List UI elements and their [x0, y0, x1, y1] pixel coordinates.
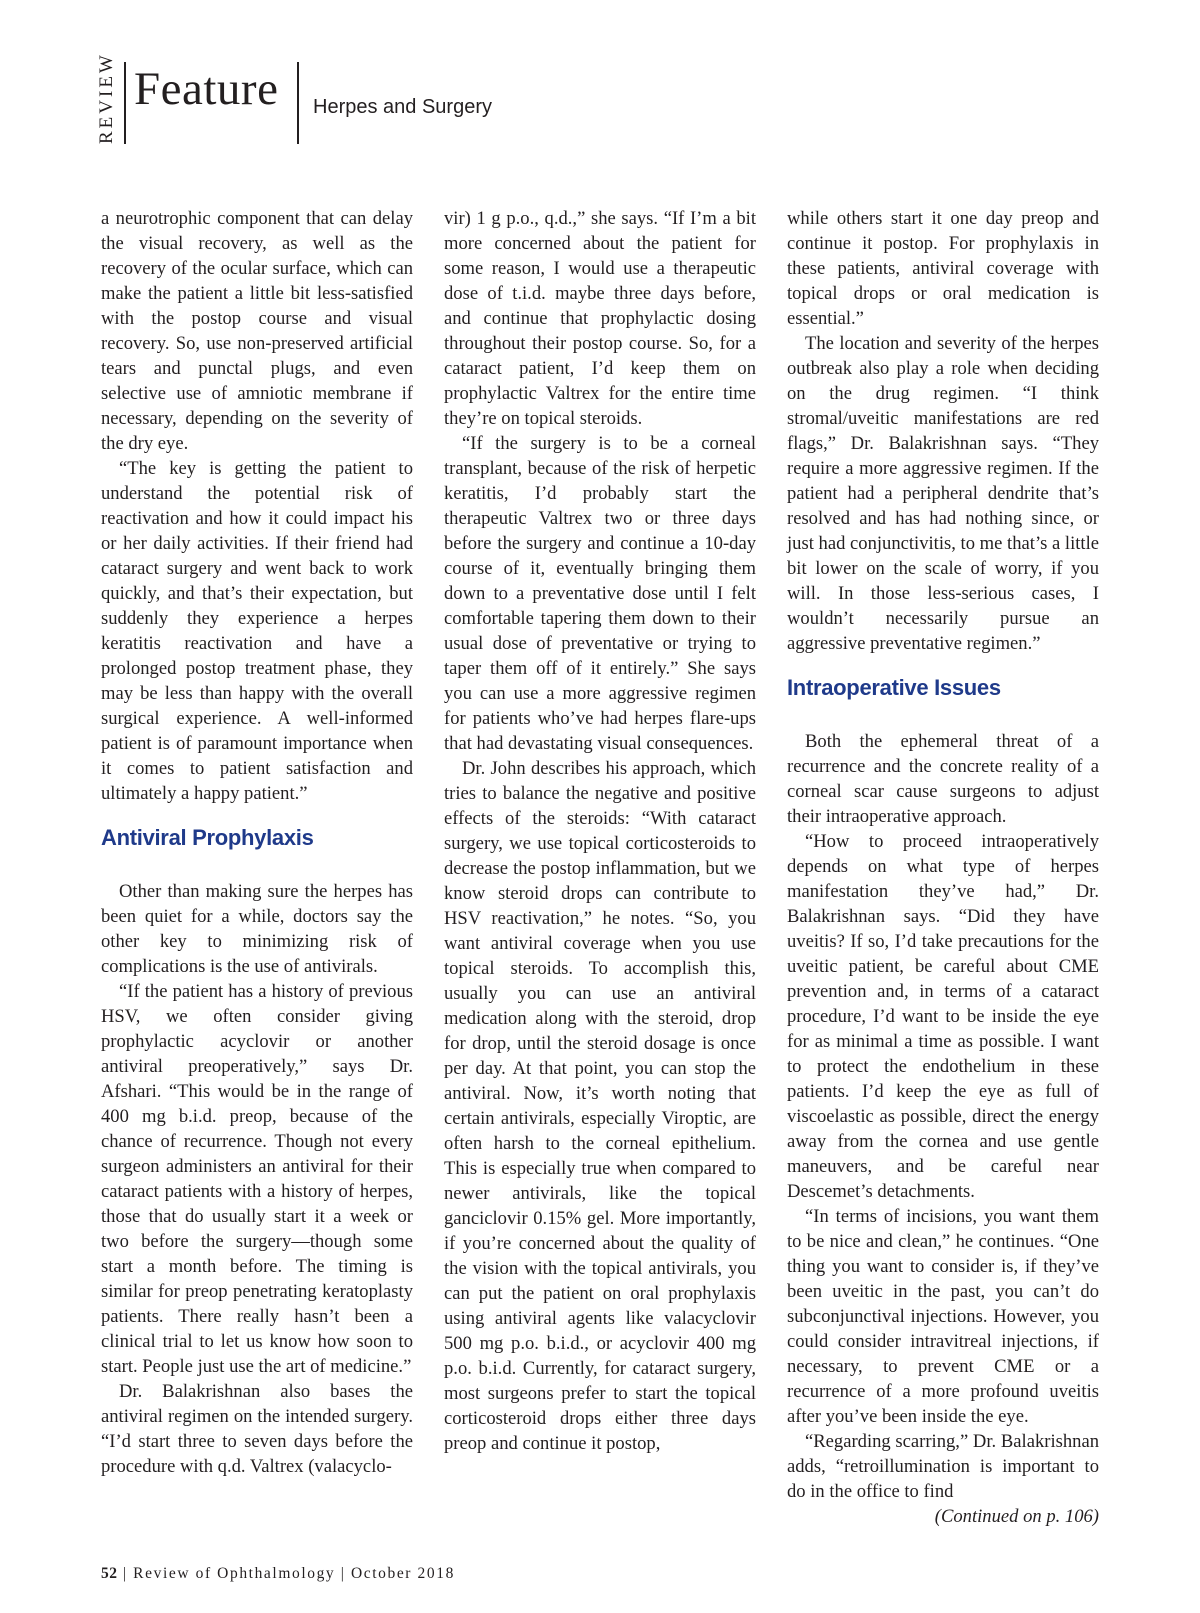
article-column-3: [787, 206, 1099, 1529]
header-divider-right: [297, 62, 299, 144]
paragraph: Other than making sure the herpes has been quiet for a while, doctors say the other key to minimizing risk of complications is the use of antivirals.: [101, 881, 413, 977]
page-header: [0, 0, 1200, 190]
paragraph: “If the patient has a history of previous HSV, we often consider giving prophylactic acyclovir or another antiviral preoperatively,” says Dr. Afshari. “This would be in the range of 400 mg b.i.d. preop, because of the chance of recurrence. Though not every surgeon administers an antiviral for their cataract patients with a history of herpes, those that do usually start it a week or two before the surgery—though some start a month before. The timing is similar for preop penetrating keratoplasty patients. There really hasn’t been a clinical trial to let us know how soon to start. People just use the art of medicine.”: [101, 981, 413, 1377]
article-column-2: [444, 206, 756, 1456]
paragraph: a neurotrophic component that can delay the visual recovery, as well as the recovery of the ocular surface, which can make the patient a little bit less-satisfied with the postop course and visual recovery. So, use non-preserved artificial tears and punctal plugs, and even selective use of amniotic membrane if necessary, depending on the severity of the dry eye.: [101, 208, 413, 454]
paragraph: The location and severity of the herpes outbreak also play a role when deciding on the drug regimen. “I think stromal/uveitic manifestations are red flags,” Dr. Balakrishnan says. “They require a more aggressive regimen. If the patient had a peripheral dendrite that’s resolved and has had nothing since, or just had conjunctivitis, to me that’s a little bit lower on the scale of worry, if you will. In those less-serious cases, I wouldn’t necessarily pursue an aggressive preventative regimen.”: [787, 333, 1099, 654]
continued-note: (Continued on p. 106): [934, 1506, 1099, 1527]
paragraph: vir) 1 g p.o., q.d.,” she says. “If I’m a bit more concerned about the patient for some reason, I would use a therapeutic dose of t.i.d. maybe three days before, and continue that prophylactic dosing throughout their postop course. So, for a cataract patient, I’d keep them on prophylactic Valtrex for the entire time they’re on topical steroids.: [444, 208, 756, 429]
paragraph: Both the ephemeral threat of a recurrence and the concrete reality of a corneal scar cause surgeons to adjust their intraoperative approach.: [787, 731, 1099, 827]
paragraph: “The key is getting the patient to understand the potential risk of reactivation and how it could impact his or her daily activities. If their friend had cataract surgery and went back to work quickly, and that’s their expectation, but suddenly they experience a herpes keratitis reactivation and have a prolonged postop treatment phase, they may be less than happy with the overall surgical experience. A well-informed patient is of paramount importance when it comes to patient satisfaction and ultimately a happy patient.”: [101, 458, 413, 804]
paragraph: “If the surgery is to be a corneal transplant, because of the risk of herpetic keratitis, I’d probably start the therapeutic Valtrex two or three days before the surgery and continue a 10-day course of it, eventually bringing them down to a preventative dose until I felt comfortable tapering them down to their usual dose of preventative or trying to taper them off of it entirely.” She says you can use a more aggressive regimen for patients who’ve had herpes flare-ups that had devastating visual consequences.: [444, 433, 756, 754]
paragraph: while others start it one day preop and continue it postop. For prophylaxis in these patients, antiviral coverage with topical drops or oral medication is essential.”: [787, 208, 1099, 329]
paragraph: “How to proceed intraoperatively depends on what type of herpes manifestation they’ve had,” Dr. Balakrishnan says. “Did they have uveitis? If so, I’d take precautions for the uveitic patient, be careful about CME prevention and, in terms of a cataract procedure, I’d want to be inside the eye for as minimal a time as possible. I want to protect the endothelium in these patients. I’d keep the eye as full of viscoelastic as possible, direct the energy away from the cornea and use gentle maneuvers, and be careful near Descemet’s detachments.: [787, 831, 1099, 1202]
paragraph: “Regarding scarring,” Dr. Balakrishnan adds, “retroillumination is important to do in the office to find: [787, 1431, 1099, 1502]
header-divider-left: [124, 62, 126, 144]
paragraph: Dr. John describes his approach, which tries to balance the negative and positive effects of the steroids: “With cataract surgery, we use topical corticosteroids to decrease the postop inflammation, but we know steroid drops can contribute to HSV reactivation,” he notes. “So, you want antiviral coverage when you use topical steroids. To accomplish this, usually you can use an antiviral medication along with the steroid, drop for drop, until the steroid dosage is once per day. At that point, you can stop the antiviral. Now, it’s worth noting that certain antivirals, especially Viroptic, are often harsh to the corneal epithelium. This is especially true when compared to newer antivirals, like the topical ganciclovir 0.15% gel. More importantly, if you’re concerned about the quality of the vision with the topical antivirals, you can put the patient on oral prophylaxis using antiviral agents like valacyclovir 500 mg p.o. b.i.d., or acyclovir 400 mg p.o. b.i.d. Currently, for cataract surgery, most surgeons prefer to start the topical corticosteroid drops either three days preop and continue it postop,: [444, 758, 756, 1454]
article-column-1: [101, 206, 413, 1479]
paragraph: “In terms of incisions, you want them to be nice and clean,” he continues. “One thing you want to consider is, if they’ve been uveitic in the past, you can’t do subconjunctival injections. However, you could consider intravitreal injections, if necessary, to prevent CME or a recurrence of a more profound uveitis after you’ve been inside the eye.: [787, 1206, 1099, 1427]
paragraph: Dr. Balakrishnan also bases the antiviral regimen on the intended surgery. “I’d start three to seven days before the procedure with q.d. Valtrex (valacyclo-: [101, 1381, 413, 1477]
publication-name: Review of Ophthalmology: [133, 1565, 336, 1582]
article-topic: Herpes and Surgery: [313, 96, 492, 118]
page-footer: [101, 1565, 455, 1583]
footer-separator: |: [340, 1565, 346, 1582]
footer-separator: |: [122, 1565, 128, 1582]
subheading-antiviral-prophylaxis: Antiviral Prophylaxis: [101, 825, 314, 850]
page-number: 52: [101, 1565, 118, 1582]
review-tag: REVIEW: [96, 52, 117, 144]
section-title: Feature: [134, 63, 279, 115]
issue-date: October 2018: [350, 1565, 455, 1582]
subheading-intraoperative-issues: Intraoperative Issues: [787, 675, 1001, 700]
